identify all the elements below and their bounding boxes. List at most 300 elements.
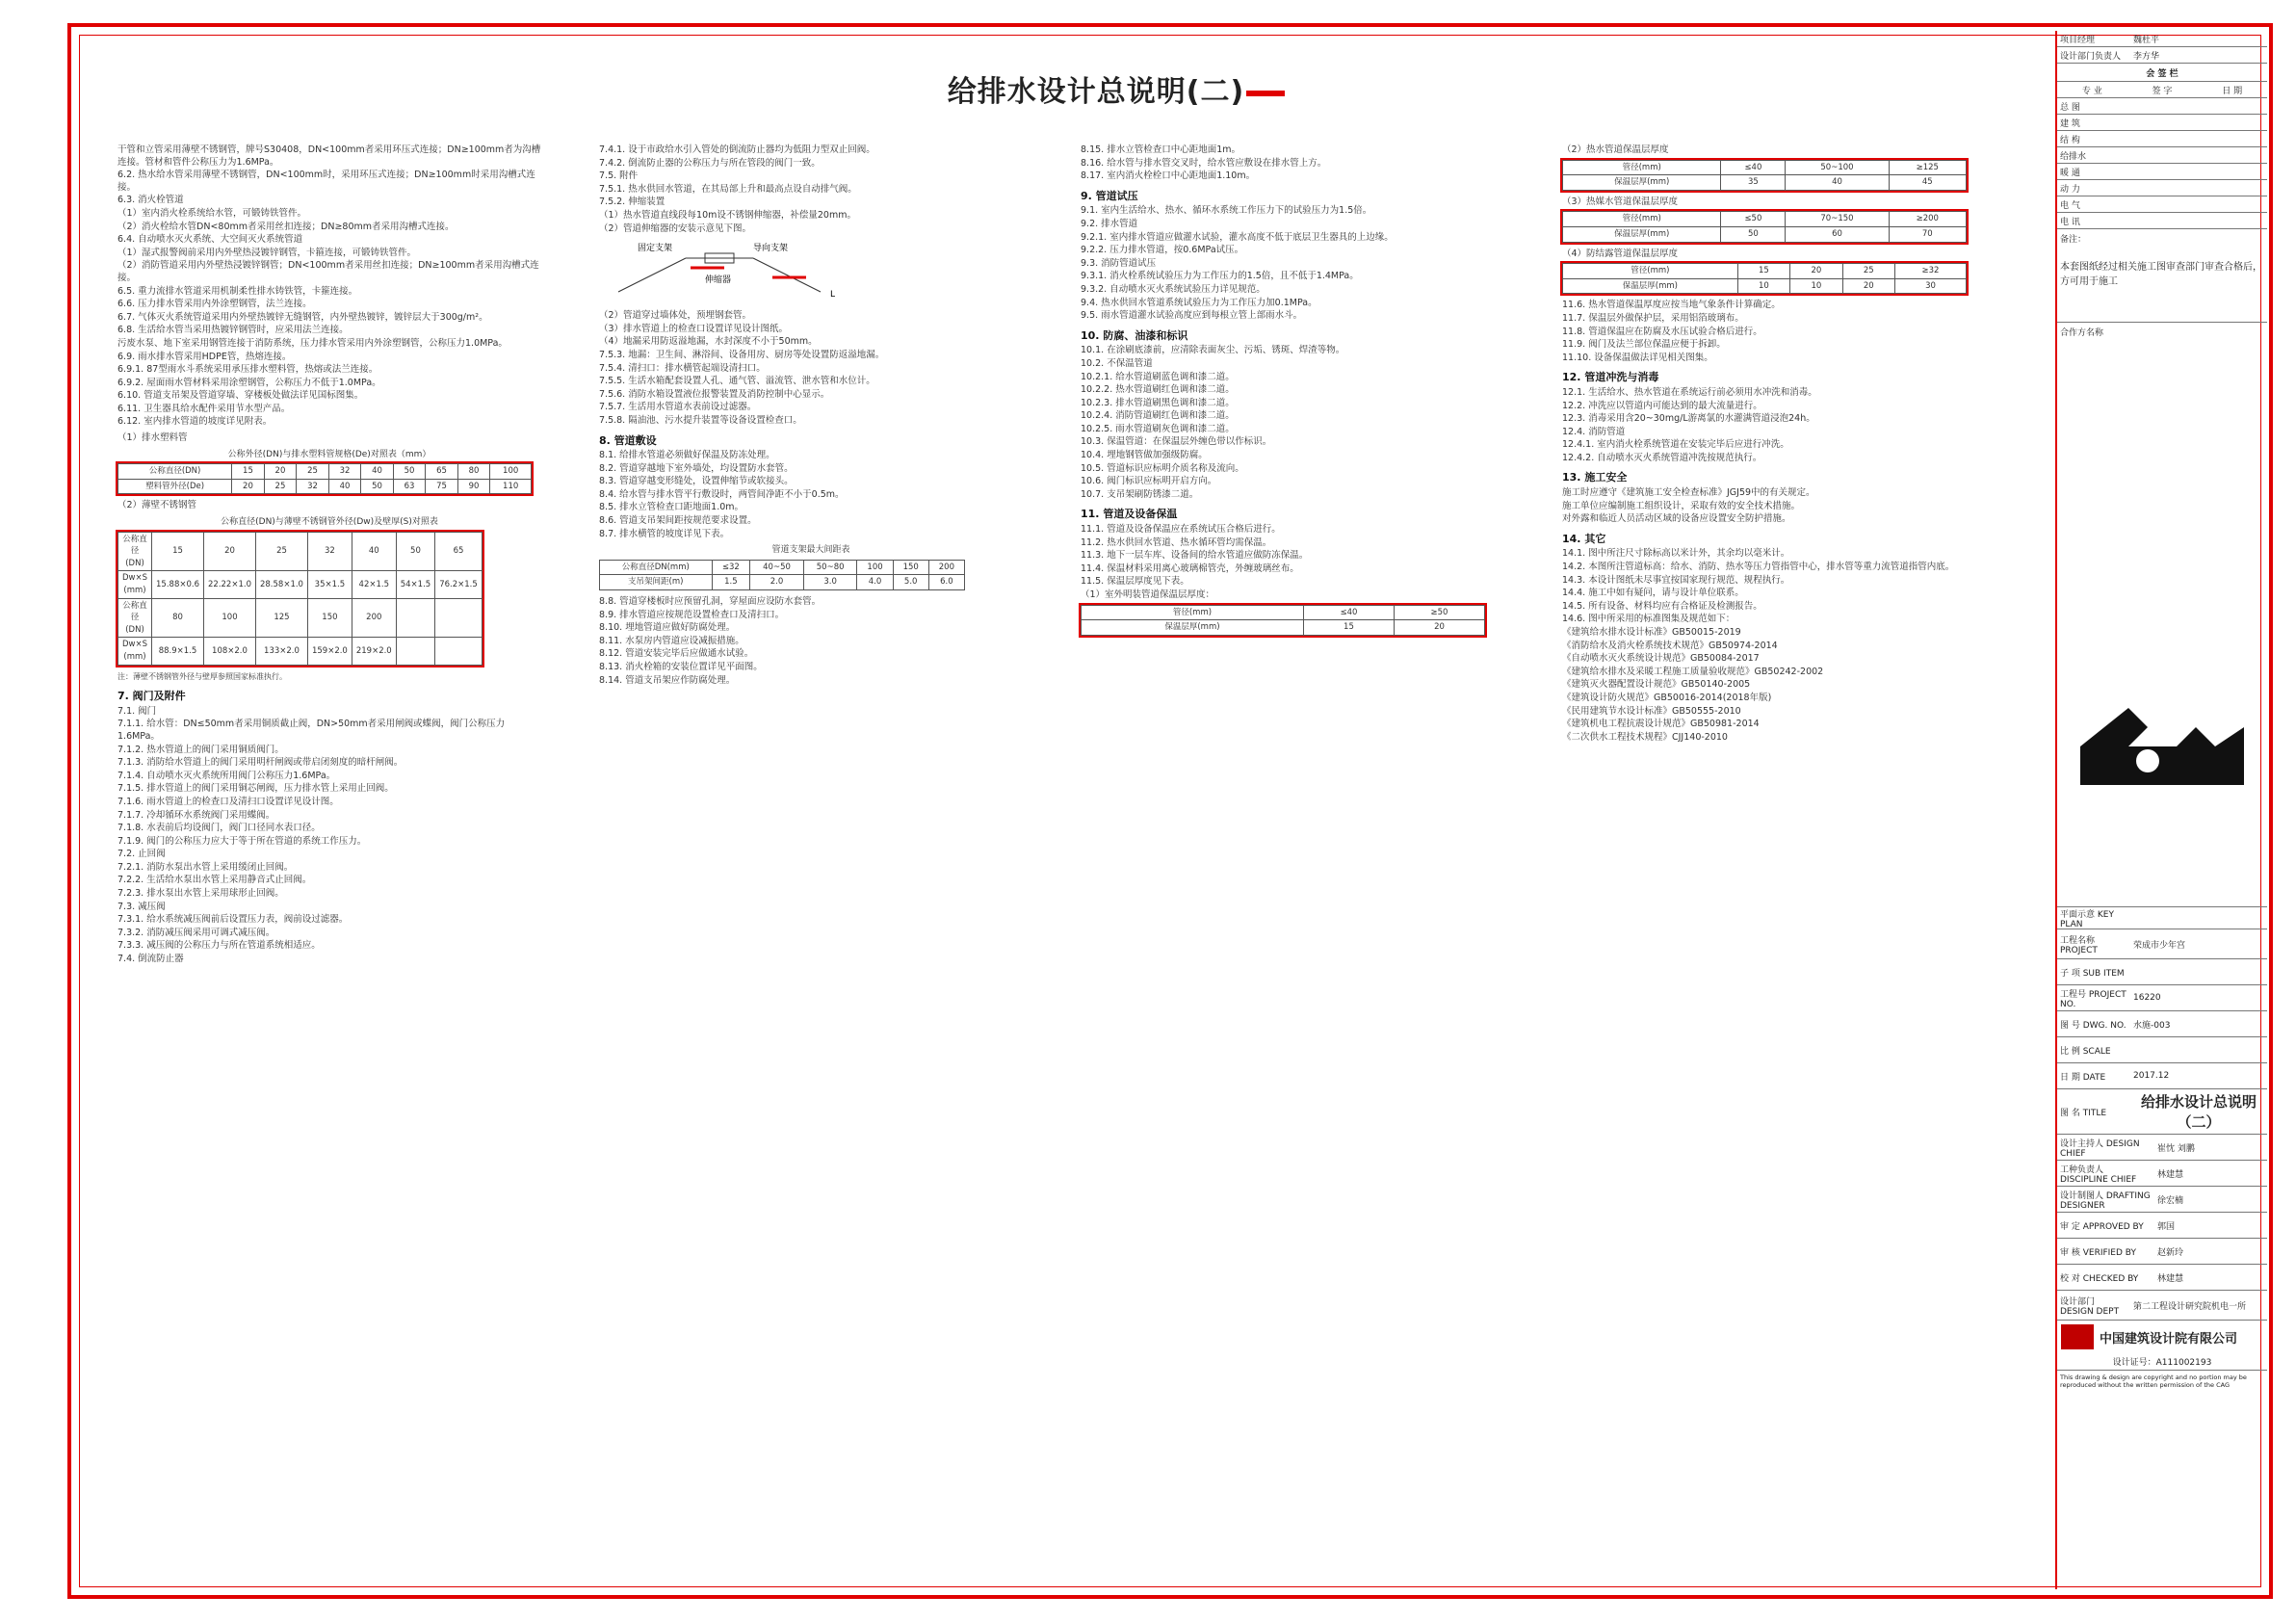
signature-row: 设计制图人 DRAFTING DESIGNER 徐宏楠 <box>2057 1187 2267 1213</box>
text-line: 《建筑给水排水设计标准》GB50015-2019 <box>1562 627 1741 638</box>
text-line: 8.8. 管道穿楼板时应预留孔洞，穿屋面应设防水套管。 <box>599 596 822 608</box>
text-line: 10.1. 在涂刷底漆前，应清除表面灰尘、污垢、锈斑、焊渣等物。 <box>1081 345 1345 356</box>
title-row: 图 名 TITLE 给排水设计总说明（二） <box>2057 1089 2267 1135</box>
column-3 <box>1081 144 1504 641</box>
text-line: 12.4.1. 室内消火栓系统管道在安装完毕后应进行冲洗。 <box>1562 439 1789 451</box>
t-hot-title: （2）热水管道保温层厚度 <box>1562 144 1669 155</box>
text-line: 《建筑机电工程抗震设计规范》GB50981-2014 <box>1562 719 1760 730</box>
text-line: 6.8. 生活给水管当采用热镀锌钢管时，应采用法兰连接。 <box>117 325 349 336</box>
table-cell: 2.0 <box>750 575 804 590</box>
table-cell: 35×1.5 <box>307 571 352 598</box>
text-line: 8.5. 排水立管检查口距地面1.0m。 <box>599 502 744 513</box>
text-line: 8.14. 管道支吊架应作防腐处理。 <box>599 674 736 686</box>
text-line: 《民用建筑节水设计标准》GB50555-2010 <box>1562 705 1741 717</box>
dwg-no-row: 图 号 DWG. NO. 水施-003 <box>2057 1011 2267 1037</box>
text-line: 10.3. 保温管道：在保温层外缠色带以作标识。 <box>1081 436 1272 448</box>
table-cell: 15 <box>1303 620 1394 636</box>
sign-column-label: 专 业 <box>2081 86 2102 96</box>
text-line: 7.4. 倒流防止器 <box>117 954 184 965</box>
text-line: 11.4. 保温材料采用离心玻璃棉管壳，外缠玻璃丝布。 <box>1081 562 1299 574</box>
table-cell: 50 <box>393 464 426 480</box>
text-line: 《消防给水及消火栓系统技术规范》GB50974-2014 <box>1562 640 1778 651</box>
table-cell: 25 <box>297 464 329 480</box>
table-cell: 40 <box>352 532 396 571</box>
table-cell: 保温层厚(mm) <box>1563 278 1738 294</box>
table-cell: 保温层厚(mm) <box>1563 175 1721 191</box>
title-top-row: 项目经理 魏杜平 <box>2057 31 2267 47</box>
text-line: 8.3. 管道穿越变形缝处，设置伸缩节或软接头。 <box>599 476 794 487</box>
key-plan: 平面示意 KEY PLAN <box>2057 907 2267 929</box>
table-cell: 6.0 <box>928 575 964 590</box>
text-line: 7.5.4. 清扫口：排水横管起端设清扫口。 <box>599 362 766 374</box>
section9-title: 9. 管道试压 <box>1081 189 1138 202</box>
text-line: 12.1. 生活给水、热水管道在系统运行前必须用水冲洗和消毒。 <box>1562 386 1817 398</box>
table-cell: 保温层厚(mm) <box>1563 226 1721 242</box>
text-line: 7.1.4. 自动喷水灭火系统所用阀门公称压力1.6MPa。 <box>117 770 336 781</box>
table-row <box>1563 264 1967 279</box>
table-cell: 20 <box>232 479 265 494</box>
sign-row: 总 图 <box>2057 98 2267 115</box>
table-cell: Dw×S (mm) <box>118 638 152 665</box>
pipe-size-table-2 <box>117 532 483 666</box>
text-line: 14.6. 图中所采用的标准图集及规范如下： <box>1562 614 1735 625</box>
table-cell: 80 <box>152 598 204 638</box>
text-line: 7.4.1. 设于市政给水引入管处的倒流防止器均为低阻力型双止回阀。 <box>599 144 875 155</box>
table-cell: 63 <box>393 479 426 494</box>
text-line: 6.9.1. 87型雨水斗系统采用承压排水塑料管，热熔或法兰连接。 <box>117 364 378 376</box>
table-row <box>600 575 965 590</box>
table-cell: 45 <box>1889 175 1966 191</box>
sign-row: 结 构 <box>2057 131 2267 147</box>
table-cell: 100 <box>204 598 256 638</box>
signature-row: 设计主持人 DESIGN CHIEF 崔忱 刘鹏 <box>2057 1135 2267 1161</box>
table-cell: 54×1.5 <box>396 571 434 598</box>
text-line: 10.2.4. 消防管道刷红色调和漆二道。 <box>1081 410 1235 422</box>
table-cell: 50 <box>1721 226 1786 242</box>
text-line: 7.3.3. 减压阀的公称压力与所在管道系统相适应。 <box>117 940 321 952</box>
table-row <box>118 638 483 665</box>
text-line: 7.5. 附件 <box>599 170 639 182</box>
cooperation-box <box>2057 323 2267 907</box>
text-line: 11.3. 地下一层车库、设备间的给水管道应做防冻保温。 <box>1081 550 1309 562</box>
table-cell: ≥200 <box>1889 212 1966 227</box>
title-top-row: 设计部门负责人 李方华 <box>2057 47 2267 64</box>
text-line: 8.7. 排水横管的坡度详见下表。 <box>599 528 730 539</box>
table-cell: 70~150 <box>1786 212 1889 227</box>
dept-row: 设计部门 DESIGN DEPT 第二工程设计研究院机电一所 <box>2057 1291 2267 1321</box>
section10-title: 10. 防腐、油漆和标识 <box>1081 328 1188 342</box>
text-line: 12.2. 冲洗应以管道内可能达到的最大流量进行。 <box>1562 400 1762 411</box>
table-cell: 125 <box>255 598 307 638</box>
column-1 <box>117 144 541 967</box>
table-cell: ≤50 <box>1721 212 1786 227</box>
text-line: 8.17. 室内消火栓栓口中心距地面1.10m。 <box>1081 170 1256 182</box>
sign-columns <box>2057 82 2267 98</box>
table-cell: 32 <box>328 464 361 480</box>
text-line: 14.2. 本图所注管道标高：给水、消防、热水等压力管指管中心，排水管等重力流管道指管内底。 <box>1562 562 1955 573</box>
table-cell: 100 <box>490 464 532 480</box>
text-line: 7.1.1. 给水管：DN≤50mm者采用铜质截止阀，DN>50mm者采用闸阀或蝶阀，阀门公称压力1.6MPa。 <box>117 719 506 742</box>
table-cell: 管径(mm) <box>1563 264 1738 279</box>
text-line: 8.9. 排水管道应按规范设置检查口及清扫口。 <box>599 609 785 620</box>
section7-title: 7. 阀门及附件 <box>117 690 186 703</box>
text-line: 《建筑设计防火规范》GB50016-2014(2018年版) <box>1562 692 1772 703</box>
table2-caption: 公称直径(DN)与薄壁不锈钢管外径(Dw)及壁厚(S)对照表 <box>221 517 438 528</box>
sign-row: 电 讯 <box>2057 213 2267 229</box>
table-row <box>1563 226 1967 242</box>
table-cell: Dw×S (mm) <box>118 571 152 598</box>
text-line: 11.9. 阀门及法兰部位保温应便于拆卸。 <box>1562 339 1726 351</box>
title-block <box>2055 31 2267 1589</box>
text-line: 污废水泵、地下室采用钢管连接于消防系统，压力排水管采用内外涂塑钢管，公称压力1.0MPa。 <box>117 337 508 349</box>
table-cell: ≤32 <box>712 560 750 575</box>
table-cell: 28.58×1.0 <box>255 571 307 598</box>
table2-note: 注：薄壁不锈钢管外径与壁厚参照国家标准执行。 <box>117 671 287 681</box>
text-line: 10.2.2. 热水管道刷红色调和漆二道。 <box>1081 384 1235 396</box>
table-cell: ≥125 <box>1889 160 1966 175</box>
text-line: 6.2. 热水给水管采用薄壁不锈钢管，DN<100mm时，采用环压式连接；DN≥100mm时采用沟槽式连接。 <box>117 170 535 193</box>
table-cell: 32 <box>307 532 352 571</box>
text-line: （2）管道穿过墙体处，预埋钢套管。 <box>599 310 752 322</box>
table-cell: 133×2.0 <box>255 638 307 665</box>
pipe-size-table-1 <box>117 463 532 494</box>
table-cell: 108×2.0 <box>204 638 256 665</box>
text-line: 《二次供水工程技术规程》CJJ140-2010 <box>1562 731 1728 743</box>
t-heat-title: （3）热媒水管道保温层厚度 <box>1562 196 1679 207</box>
table-cell: 65 <box>426 464 458 480</box>
table-cell: 50 <box>361 479 394 494</box>
text-line: 7.5.1. 热水供回水管道，在其局部上升和最高点设自动排气阀。 <box>599 183 857 195</box>
table-cell <box>396 638 434 665</box>
table-cell: 50~100 <box>1786 160 1889 175</box>
cert-no: 设计证号：A111002193 <box>2057 1353 2267 1371</box>
project-no-row: 工程号 PROJECT NO. 16220 <box>2057 985 2267 1011</box>
section12-title: 12. 管道冲洗与消毒 <box>1562 371 1659 384</box>
text-line: 9.4. 热水供回水管道系统试验压力为工作压力加0.1MPa。 <box>1081 297 1318 308</box>
remark-text: 本套图纸经过相关施工图审查部门审查合格后，方可用于施工 <box>2060 262 2262 287</box>
sign-row: 给排水 <box>2057 147 2267 164</box>
table-cell: 20 <box>1394 620 1484 636</box>
text-line: 8.16. 给水管与排水管交叉时，给水管应敷设在排水管上方。 <box>1081 157 1327 169</box>
text-line: （4）地漏采用防返溢地漏，水封深度不小于50mm。 <box>599 336 818 348</box>
sign-row: 建 筑 <box>2057 115 2267 131</box>
table-cell: ≤40 <box>1303 605 1394 620</box>
cooperation-label: 合作方名称 <box>2060 328 2104 338</box>
table-cell: 219×2.0 <box>352 638 396 665</box>
document-title: 给排水设计总说明(二) <box>925 67 1310 110</box>
text-line: 对外露和临近人员活动区域的设备应设置安全防护措施。 <box>1562 513 1791 525</box>
table3-caption: 管道支架最大间距表 <box>771 545 850 556</box>
text-line: 6.6. 压力排水管采用内外涂塑钢管，法兰连接。 <box>117 299 312 310</box>
table-cell: 200 <box>928 560 964 575</box>
insulation-table-anti-condensation <box>1562 263 1967 294</box>
text-line: 6.12. 室内排水管道的坡度详见附表。 <box>117 416 273 428</box>
text-line: 8.10. 埋地管道应做好防腐处理。 <box>599 622 736 634</box>
key-plan-graphic <box>2071 689 2254 795</box>
text-line: 7.4.2. 倒流防止器的公称压力与所在管段的阀门一致。 <box>599 157 821 169</box>
table-cell: 50 <box>396 532 434 571</box>
text-line: 干管和立管采用薄壁不锈钢管，牌号S30408，DN<100mm者采用环压式连接；DN≥100mm者为沟槽连接。管材和管件公称压力为1.6MPa。 <box>117 144 541 168</box>
text-line: 《自动喷水灭火系统设计规范》GB50084-2017 <box>1562 653 1760 665</box>
text-line: 7.1.7. 冷却循环水系统阀门采用蝶阀。 <box>117 809 275 821</box>
table-cell: 150 <box>307 598 352 638</box>
subitem-row: 子 项 SUB ITEM <box>2057 959 2267 985</box>
table-row <box>600 560 965 575</box>
table-cell: 35 <box>1721 175 1786 191</box>
sign-row: 暖 通 <box>2057 164 2267 180</box>
sign-column-label: 签 字 <box>2152 86 2173 96</box>
text-line: 7.3. 减压阀 <box>117 901 166 912</box>
text-line: （1）室内消火栓系统给水管，可锻铸铁管件。 <box>117 207 307 219</box>
table-row <box>118 479 532 494</box>
text-line: 6.3. 消火栓管道 <box>117 195 184 206</box>
table2-title: （2）薄壁不锈钢管 <box>117 500 197 511</box>
signature-row: 审 定 APPROVED BY 郭国 <box>2057 1213 2267 1239</box>
table-cell: 20 <box>264 464 297 480</box>
text-line: 9.5. 雨水管道灌水试验高度应到每根立管上部雨水斗。 <box>1081 310 1303 322</box>
diagram-label-fixed: 固定支架 <box>638 244 673 254</box>
text-line: 9.3.2. 自动喷水灭火系统试验压力详见规范。 <box>1081 283 1265 295</box>
table-cell <box>435 598 483 638</box>
text-line: 11.2. 热水供回水管道、热水循环管均需保温。 <box>1081 536 1272 548</box>
text-line: 8.6. 管道支吊架间距按规范要求设置。 <box>599 515 757 527</box>
text-line: 10.2. 不保温管道 <box>1081 357 1153 369</box>
table-cell: 15.88×0.6 <box>152 571 204 598</box>
text-line: （1）室外明装管道保温层厚度： <box>1081 589 1215 600</box>
text-line: （3）排水管道上的检查口设置详见设计图纸。 <box>599 323 789 334</box>
table-cell: 30 <box>1894 278 1966 294</box>
t-condense-title: （4）防结露管道保温层厚度 <box>1562 248 1679 259</box>
text-line: 8.12. 管道安装完毕后应做通水试验。 <box>599 648 754 660</box>
table-row <box>118 464 532 480</box>
table-cell: 10 <box>1737 278 1789 294</box>
table-cell: 60 <box>1786 226 1889 242</box>
text-line: 7.2.3. 排水泵出水管上采用球形止回阀。 <box>117 888 284 900</box>
table-cell: 20 <box>204 532 256 571</box>
table-cell: 15 <box>232 464 265 480</box>
signature-row: 校 对 CHECKED BY 林建慧 <box>2057 1265 2267 1291</box>
text-line: 《建筑灭火器配置设计规范》GB50140-2005 <box>1562 679 1751 691</box>
text-line: 9.1. 室内生活给水、热水、循环水系统工作压力下的试验压力为1.5倍。 <box>1081 205 1372 217</box>
table-row <box>1563 175 1967 191</box>
table-cell: 200 <box>352 598 396 638</box>
insulation-table-heat-medium <box>1562 211 1967 242</box>
text-line: 9.3.1. 消火栓系统试验压力为工作压力的1.5倍，且不低于1.4MPa。 <box>1081 271 1359 282</box>
text-line: 10.5. 管道标识应标明介质名称及流向。 <box>1081 462 1244 474</box>
table-cell: 公称直径(DN) <box>118 598 152 638</box>
scale-row: 比 例 SCALE <box>2057 1037 2267 1063</box>
table-cell: 管径(mm) <box>1082 605 1304 620</box>
table-cell: 65 <box>435 532 483 571</box>
text-line: 7.2. 止回阀 <box>117 849 166 860</box>
table-cell: 70 <box>1889 226 1966 242</box>
table-row <box>1563 212 1967 227</box>
table-cell: 20 <box>1790 264 1842 279</box>
copyright-footer: This drawing & design are copyright and no portion may be reproduced without the written permission of the CAG <box>2060 1373 2247 1389</box>
table-row <box>1082 620 1485 636</box>
insulation-table-outdoor <box>1081 605 1485 636</box>
text-line: 14.3. 本设计图纸未尽事宜按国家现行规范、规程执行。 <box>1562 574 1790 586</box>
support-spacing-table <box>599 560 965 590</box>
table-cell: 15 <box>1737 264 1789 279</box>
table-cell: ≥32 <box>1894 264 1966 279</box>
text-line: 8.11. 水泵房内管道应设减振措施。 <box>599 635 744 646</box>
table-cell: 50~80 <box>803 560 857 575</box>
text-line: 8.13. 消火栓箱的安装位置详见平面图。 <box>599 662 763 672</box>
table-cell: 4.0 <box>857 575 893 590</box>
text-line: 施工单位应编制施工组织设计，采取有效的安全技术措施。 <box>1562 500 1801 511</box>
text-line: 7.3.2. 消防减压阀采用可调式减压阀。 <box>117 927 275 938</box>
table-cell: 40 <box>361 464 394 480</box>
text-line: 7.5.2. 伸缩装置 <box>599 196 665 208</box>
text-line: 11.1. 管道及设备保温应在系统试压合格后进行。 <box>1081 524 1281 536</box>
text-line: （1）热水管道直线段每10m设不锈钢伸缩器，补偿量20mm。 <box>599 209 856 221</box>
table-cell: ≥50 <box>1394 605 1484 620</box>
remark-box <box>2057 229 2267 323</box>
text-line: 9.3. 消防管道试压 <box>1081 257 1157 269</box>
table-cell: 100 <box>857 560 893 575</box>
text-line: 6.10. 管道支吊架及管道穿墙、穿楼板处做法详见国标图集。 <box>117 390 364 402</box>
text-line: 8.4. 给水管与排水管平行敷设时，两管间净距不小于0.5m。 <box>599 488 845 500</box>
table-cell: 25 <box>255 532 307 571</box>
table-cell: 3.0 <box>803 575 857 590</box>
text-line: 6.9. 雨水排水管采用HDPE管，热熔连接。 <box>117 351 292 362</box>
date-row: 日 期 DATE 2017.12 <box>2057 1063 2267 1089</box>
column-4 <box>1562 144 1986 745</box>
table-cell: 88.9×1.5 <box>152 638 204 665</box>
table-cell: 40~50 <box>750 560 804 575</box>
table-cell: 10 <box>1790 278 1842 294</box>
table-cell: 159×2.0 <box>307 638 352 665</box>
text-line: 7.1.2. 热水管道上的阀门采用铜质阀门。 <box>117 744 284 755</box>
table-cell: 32 <box>297 479 329 494</box>
table-cell: 管径(mm) <box>1563 160 1721 175</box>
table-cell: 40 <box>1786 175 1889 191</box>
table-cell: 110 <box>490 479 532 494</box>
text-line: 7.5.5. 生活水箱配套设置人孔、通气管、溢流管、泄水管和水位计。 <box>599 376 875 387</box>
signature-row: 工种负责人 DISCIPLINE CHIEF 林建慧 <box>2057 1161 2267 1187</box>
table-cell: 40 <box>328 479 361 494</box>
diagram-label-guide: 导向支架 <box>753 244 789 254</box>
text-line: 7.1.8. 水表前后均设阀门，阀门口径同水表口径。 <box>117 823 321 834</box>
text-line: 11.10. 设备保温做法详见相关图集。 <box>1562 352 1713 363</box>
text-line: 6.9.2. 屋面雨水管材料采用涂塑钢管，公称压力不低于1.0MPa。 <box>117 377 381 388</box>
table-row <box>1563 160 1967 175</box>
table-cell: 公称直径(DN) <box>118 464 232 480</box>
table-row <box>118 532 483 571</box>
expansion-joint-diagram <box>599 239 888 306</box>
text-line: 10.2.3. 排水管道刷黑色调和漆二道。 <box>1081 397 1235 408</box>
text-line: 7.3.1. 给水系统减压阀前后设置压力表，阀前设过滤器。 <box>117 914 349 926</box>
text-line: 6.5. 重力流排水管道采用机制柔性排水铸铁管，卡箍连接。 <box>117 285 358 297</box>
text-line: 7.5.6. 消防水箱设置液位报警装置及消防控制中心显示。 <box>599 388 830 400</box>
table-cell: 15 <box>152 532 204 571</box>
sign-row: 动 力 <box>2057 180 2267 196</box>
sign-column-label: 日 期 <box>2222 86 2243 96</box>
sign-row: 电 气 <box>2057 196 2267 213</box>
table-row <box>1082 605 1485 620</box>
text-line: 10.4. 埋地钢管做加强级防腐。 <box>1081 450 1208 461</box>
text-line: 施工时应遵守《建筑施工安全检查标准》JGJ59中的有关规定。 <box>1562 487 1815 499</box>
table1-title: （1）排水塑料管 <box>117 432 188 444</box>
section8-title: 8. 管道敷设 <box>599 433 657 447</box>
section14-title: 14. 其它 <box>1562 532 1606 545</box>
text-line: 7.1.5. 排水管道上的阀门采用铜芯闸阀，压力排水管上采用止回阀。 <box>117 783 394 795</box>
table-cell: 20 <box>1842 278 1894 294</box>
text-line: 9.2. 排水管道 <box>1081 218 1138 229</box>
text-line: 8.15. 排水立管检查口中心距地面1m。 <box>1081 144 1240 155</box>
table-cell: 25 <box>1842 264 1894 279</box>
text-line: 7.5.8. 隔油池、污水提升装置等设备设置检查口。 <box>599 414 802 426</box>
text-line: 10.2.1. 给水管道刷蓝色调和漆二道。 <box>1081 371 1235 382</box>
text-line: 6.4. 自动喷水灭火系统、大空间灭火系统管道 <box>117 234 303 246</box>
text-line: 7.5.3. 地漏：卫生间、淋浴间、设备用房、厨房等处设置防返溢地漏。 <box>599 349 885 360</box>
diagram-label-l: L <box>830 290 836 301</box>
section13-title: 13. 施工安全 <box>1562 471 1628 484</box>
text-line: 14.5. 所有设备、材料均应有合格证及检测报告。 <box>1562 600 1762 612</box>
text-line: 7.1.6. 雨水管道上的检查口及清扫口设置详见设计图。 <box>117 796 339 807</box>
signature-row: 审 核 VERIFIED BY 赵新玲 <box>2057 1239 2267 1265</box>
text-line: （2）消防管道采用内外壁热浸镀锌钢管；DN<100mm者采用丝扣连接；DN≥100mm者采用沟槽式连接。 <box>117 260 539 283</box>
table-cell: 1.5 <box>712 575 750 590</box>
table-cell: 公称直径(DN) <box>118 532 152 571</box>
text-line: 《建筑给水排水及采暖工程施工质量验收规范》GB50242-2002 <box>1562 666 1824 677</box>
table-cell <box>396 598 434 638</box>
text-line: 14.4. 施工中如有疑问，请与设计单位联系。 <box>1562 588 1744 599</box>
table-cell: 塑料管外径(De) <box>118 479 232 494</box>
column-2 <box>599 144 1023 688</box>
table-cell: 80 <box>457 464 490 480</box>
table-cell: 76.2×1.5 <box>435 571 483 598</box>
text-line: 12.4.2. 自动喷水灭火系统管道冲洗按规范执行。 <box>1562 452 1762 463</box>
text-line: 10.6. 阀门标识应标明开启方向。 <box>1081 476 1217 487</box>
table-cell: 公称直径DN(mm) <box>600 560 713 575</box>
text-line: 12.3. 消毒采用含20~30mg/L游离氯的水灌满管道浸泡24h。 <box>1562 413 1815 425</box>
text-line: （1）湿式报警阀前采用内外壁热浸镀锌钢管，卡箍连接，可锻铸铁管件。 <box>117 247 417 258</box>
section11-title: 11. 管道及设备保温 <box>1081 508 1178 521</box>
text-line: （2）消火栓给水管DN<80mm者采用丝扣连接；DN≥80mm者采用沟槽式连接。 <box>117 221 455 232</box>
text-line: 11.8. 管道保温应在防腐及水压试验合格后进行。 <box>1562 326 1762 337</box>
text-line: 7.5.7. 生活用水管道水表前设过滤器。 <box>599 402 757 413</box>
table-cell: 42×1.5 <box>352 571 396 598</box>
table-cell: 150 <box>893 560 928 575</box>
table-row <box>118 571 483 598</box>
table-cell: 90 <box>457 479 490 494</box>
table-row <box>118 598 483 638</box>
table-cell: 支吊架间距(m) <box>600 575 713 590</box>
text-line: 6.7. 气体灭火系统管道采用内外壁热镀锌无缝钢管，内外壁热镀锌，镀锌层大于300g/m²。 <box>117 311 488 323</box>
text-line: 14.1. 图中所注尺寸除标高以米计外，其余均以毫米计。 <box>1562 548 1790 560</box>
table-cell: 保温层厚(mm) <box>1082 620 1304 636</box>
table1-caption: 公称外径(DN)与排水塑料管规格(De)对照表（mm） <box>227 449 431 459</box>
text-line: 7.1.9. 阀门的公称压力应大于等于所在管道的系统工作压力。 <box>117 835 367 847</box>
text-line: 8.1. 给排水管道必须做好保温及防冻处理。 <box>599 450 775 461</box>
text-line: 8.2. 管道穿越地下室外墙处，均设置防水套管。 <box>599 462 794 474</box>
text-line: 9.2.2. 压力排水管道，按0.6MPa试压。 <box>1081 245 1244 256</box>
text-line: 10.7. 支吊架刷防锈漆二道。 <box>1081 488 1199 500</box>
table-cell: 管径(mm) <box>1563 212 1721 227</box>
remark-label: 备注： <box>2060 235 2087 245</box>
text-line: 11.7. 保温层外做保护层，采用铝箔玻璃布。 <box>1562 312 1744 324</box>
insulation-table-hot-water <box>1562 160 1967 191</box>
text-line: （2）管道伸缩器的安装示意见下图。 <box>599 222 752 234</box>
diagram-label-joint: 伸缩器 <box>705 275 732 286</box>
text-line: 11.6. 热水管道保温厚度应按当地气象条件计算确定。 <box>1562 300 1781 311</box>
table-cell: ≤40 <box>1721 160 1786 175</box>
text-line: 12.4. 消防管道 <box>1562 426 1626 437</box>
text-line: 6.11. 卫生器具给水配件采用节水型产品。 <box>117 403 291 414</box>
text-line: 7.2.2. 生活给水泵出水管上采用静音式止回阀。 <box>117 875 312 886</box>
